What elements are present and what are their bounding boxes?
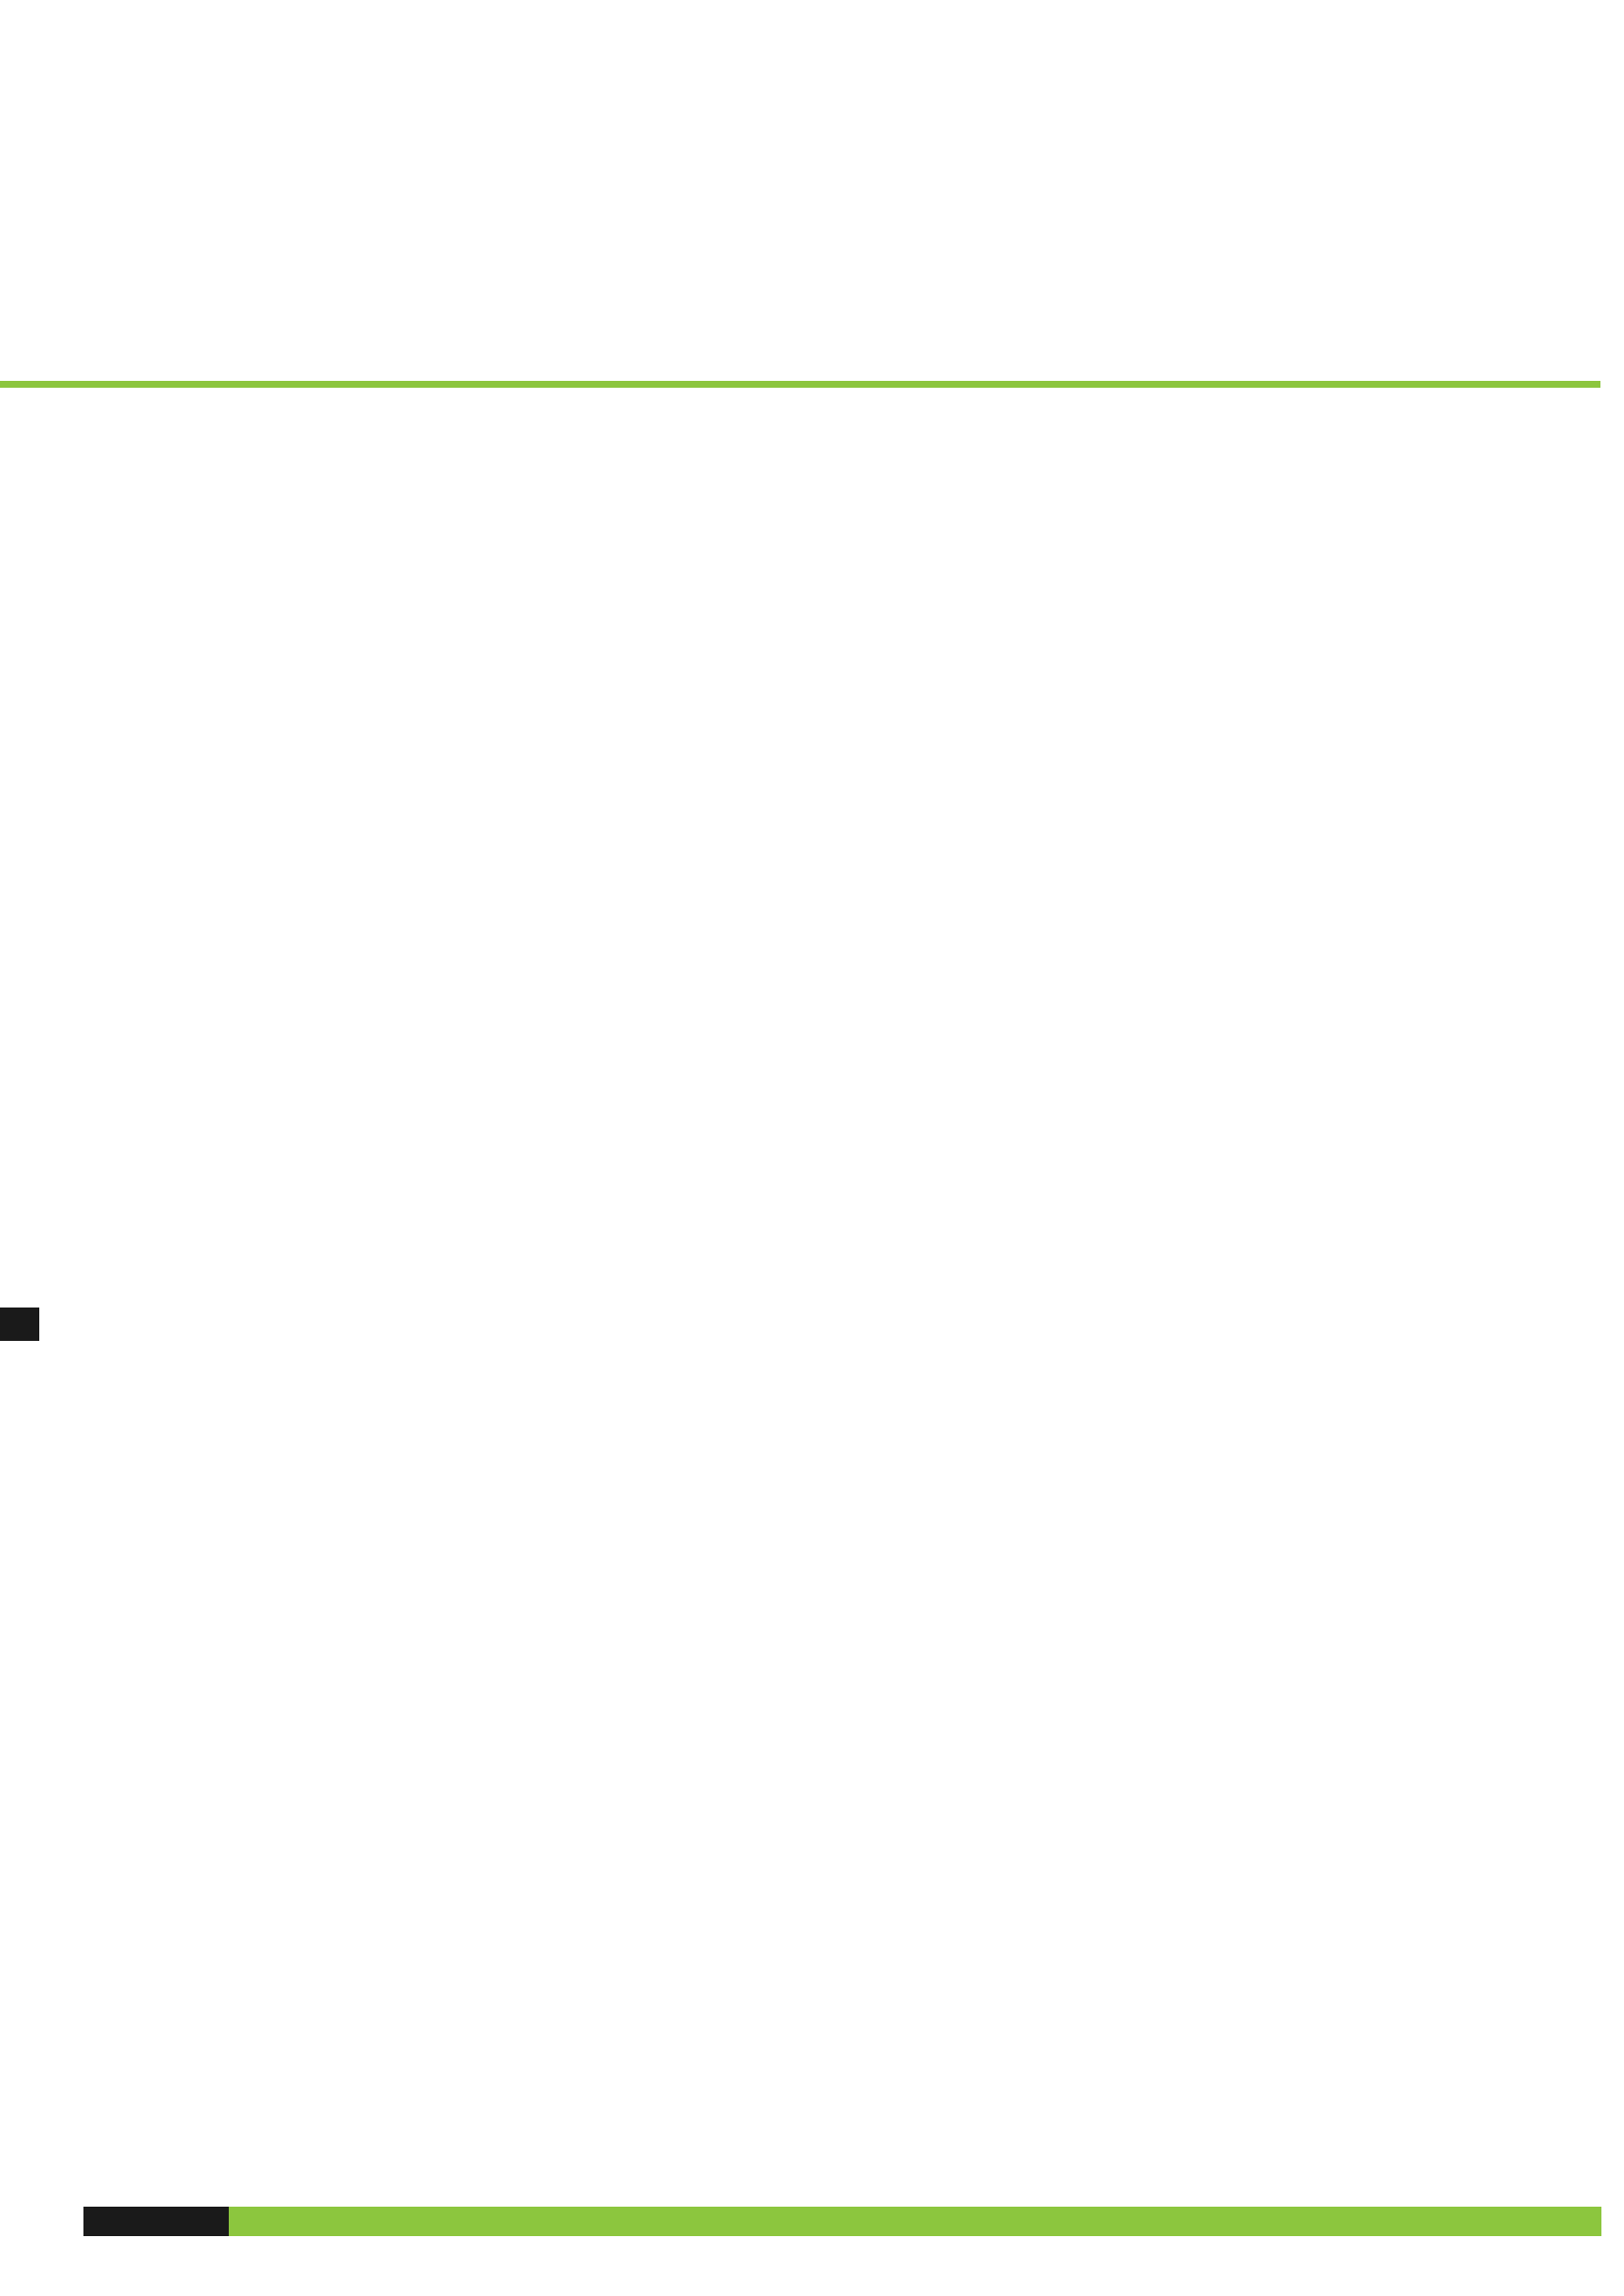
header-accent-rule-cap — [1600, 381, 1624, 388]
footer-page-number — [83, 2207, 229, 2236]
footer-bar — [83, 2207, 1601, 2236]
section-edge-tab — [0, 1308, 39, 1341]
header-accent-rule — [0, 381, 1624, 388]
